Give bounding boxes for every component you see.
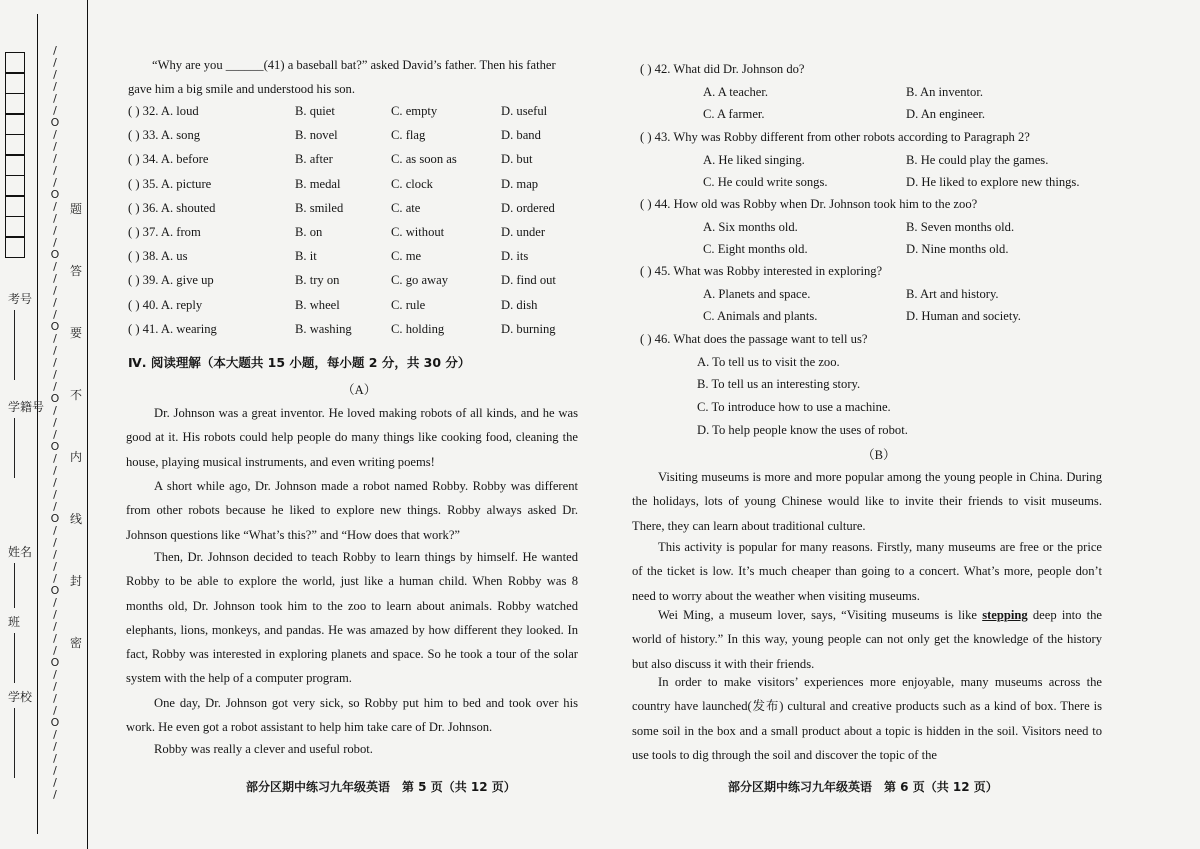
seal-mark: / [53, 224, 57, 237]
seal-mark: / [53, 728, 57, 741]
seal-mark: / [53, 704, 57, 717]
seal-mark: / [53, 596, 57, 609]
part-b-heading: （B） [862, 448, 896, 462]
question-44-option-d: D. Nine months old. [906, 242, 1009, 256]
seal-mark: / [53, 128, 57, 141]
seal-mark: / [53, 464, 57, 477]
cloze-q32-option-b: B. quiet [295, 104, 335, 118]
passage-a-p1: Dr. Johnson was a great inventor. He loved making robots of all kinds, and he was good at it. His robots could help people do many things like cooking food, cleaning the house, playing musical instruments, and even writing poems! [126, 406, 578, 469]
seal-mark: / [53, 560, 57, 573]
question-44-option-b: B. Seven months old. [906, 220, 1015, 234]
question-44-option-c: C. Eight months old. [703, 242, 808, 256]
part-a-heading: （A） [342, 383, 377, 397]
cloze-end-line: “Why are you ______(41) a baseball bat?” asked David’s father. Then his father [152, 58, 556, 72]
seal-mark: / [53, 152, 57, 165]
cloze-q33-option-c: C. flag [391, 128, 426, 143]
question-43-option-a: A. He liked singing. [703, 153, 805, 167]
question-44-stem: ( ) 44. How old was Robby when Dr. Johnson took him to the zoo? [640, 197, 978, 211]
seal-mark: O [50, 248, 60, 261]
seal-mark: / [53, 284, 57, 297]
question-42-option-c: C. A farmer. [703, 107, 765, 121]
question-45-stem: ( ) 45. What was Robby interested in exploring? [640, 264, 883, 278]
seal-mark: / [53, 620, 57, 633]
seal-mark: / [53, 788, 57, 801]
question-45-option-b: B. Art and history. [906, 287, 999, 301]
seal-mark: / [53, 344, 57, 357]
cloze-q34-option-c: C. as soon as [391, 152, 457, 167]
seal-mark: O [50, 656, 60, 669]
cloze-q36-stem: ( ) 36. A. shouted [128, 200, 216, 215]
seal-mark: / [53, 104, 57, 117]
exam-number-label: 考号 [8, 292, 32, 380]
question-42-option-a: A. A teacher. [703, 85, 769, 99]
seal-mark: / [53, 680, 57, 693]
seal-mark: / [53, 56, 57, 69]
cloze-q41-option-c: C. holding [391, 321, 445, 336]
question-43-stem: ( ) 43. Why was Robby different from other robots according to Paragraph 2? [640, 130, 1030, 144]
cloze-end-line-2: gave him a big smile and understood his son. [128, 82, 356, 96]
seal-mark: / [53, 332, 57, 345]
seal-mark: / [53, 536, 57, 549]
cloze-q33-option-d: D. band [501, 128, 541, 143]
cloze-q34-option-b: B. after [295, 152, 333, 167]
seal-mark: / [53, 140, 57, 153]
seal-mark: / [53, 164, 57, 177]
seal-mark: / [53, 356, 57, 369]
seal-mark: O [50, 320, 60, 333]
question-46: ( ) 46. What does the passage want to tell us? [640, 332, 868, 346]
passage-b-p3: Wei Ming, a museum lover, says, “Visiting museums is like stepping deep into the world of history.” In this way, young people can not only get the knowledge of the history but also discuss it with their friends. [632, 608, 1102, 671]
seal-mark: O [50, 584, 60, 597]
question-43-option-d: D. He liked to explore new things. [906, 175, 1080, 189]
seal-mark: / [53, 368, 57, 381]
cloze-q40-option-d: D. dish [501, 297, 538, 312]
cloze-q37-option-d: D. under [501, 225, 546, 239]
question-42-option-d: D. An engineer. [906, 107, 986, 121]
seal-mark: / [53, 428, 57, 441]
school-label: 学校 [8, 690, 32, 778]
seal-mark: / [53, 236, 57, 249]
cloze-q40-option-c: C. rule [391, 297, 426, 312]
seal-mark: / [53, 524, 57, 537]
cloze-q32-stem: ( ) 32. A. loud [128, 104, 199, 118]
q46-option-a: A. To tell us to visit the zoo. [697, 355, 840, 369]
seal-mark: / [53, 740, 57, 753]
cloze-q35-option-c: C. clock [391, 176, 433, 191]
passage-a-p3: Then, Dr. Johnson decided to teach Robby to learn things by himself. He wanted Robby to be able to explore the world, just like a human child. When Robby was 8 months old, Dr. Johnson took him to the zoo to learn about animals. Robby watched elephants, lions, monkeys, and pandas. He was amazed by how different they looked. In fact, Robby was interested in exploring planets and space. So he took a tour of the solar system with the help of a computer program. [126, 550, 578, 686]
q46-option-d: D. To help people know the uses of robot. [697, 423, 908, 437]
seal-mark: / [53, 68, 57, 81]
question-45-option-a: A. Planets and space. [703, 287, 811, 301]
seal-mark: / [53, 380, 57, 393]
seal-mark: / [53, 572, 57, 585]
cloze-q34-stem: ( ) 34. A. before [128, 152, 209, 167]
page-5-footer: 部分区期中练习九年级英语 第 5 页（共 12 页） [246, 780, 516, 794]
cloze-q37-stem: ( ) 37. A. from [128, 225, 201, 239]
seal-mark: / [53, 608, 57, 621]
cloze-q36-option-c: C. ate [391, 200, 421, 215]
seal-mark: / [53, 764, 57, 777]
seal-mark: / [53, 776, 57, 789]
cloze-q37-option-c: C. without [391, 225, 445, 239]
question-43-option-c: C. He could write songs. [703, 175, 828, 189]
cloze-q40-option-b: B. wheel [295, 297, 340, 312]
seal-notice: 题 答 要 不 内 线 封 密 [70, 202, 83, 650]
seal-mark: O [50, 440, 60, 453]
cloze-q41-option-d: D. burning [501, 321, 556, 336]
cloze-q34-option-d: D. but [501, 152, 533, 167]
passage-a-p2: A short while ago, Dr. Johnson made a robot named Robby. Robby was different from other robots because he liked to explore new things. Robby always asked Dr. Johnson questions like “What’s this?” and “How does that work?” [126, 479, 578, 542]
seal-mark: / [53, 308, 57, 321]
passage-a-p4: One day, Dr. Johnson got very sick, so Robby put him to bed and took over his work. He even got a robot assistant to help him take care of Dr. Johnson. [126, 696, 578, 735]
seal-mark: / [53, 212, 57, 225]
cloze-q33-option-b: B. novel [295, 128, 338, 143]
seal-mark: / [53, 92, 57, 105]
seal-mark: / [53, 476, 57, 489]
seal-mark: / [53, 500, 57, 513]
cloze-q35-stem: ( ) 35. A. picture [128, 176, 212, 191]
q46-option-b: B. To tell us an interesting story. [697, 377, 861, 391]
cloze-q35-option-b: B. medal [295, 176, 341, 191]
cloze-q39-option-b: B. try on [295, 273, 340, 288]
seal-mark: O [50, 188, 60, 201]
page-6-footer: 部分区期中练习九年级英语 第 6 页（共 12 页） [728, 780, 998, 794]
seal-mark: O [50, 116, 60, 129]
student-id-label: 学籍号 [8, 400, 44, 478]
seal-mark: / [53, 452, 57, 465]
question-43-option-b: B. He could play the games. [906, 153, 1049, 167]
cloze-q41-option-b: B. washing [295, 321, 352, 336]
seal-mark: / [53, 272, 57, 285]
seal-mark: / [53, 644, 57, 657]
passage-a-p5: Robby was really a clever and useful robot. [154, 742, 373, 756]
seal-mark: / [53, 296, 57, 309]
seal-mark: / [53, 692, 57, 705]
cloze-q33-stem: ( ) 33. A. song [128, 128, 201, 143]
class-label: 班 [8, 615, 20, 683]
cloze-q39-option-d: D. find out [501, 273, 556, 288]
seal-mark: / [53, 404, 57, 417]
seal-mark: / [53, 752, 57, 765]
name-label: 姓名 [8, 545, 32, 608]
seal-mark: O [50, 392, 60, 405]
seal-mark: / [53, 632, 57, 645]
seal-mark: / [53, 200, 57, 213]
cloze-q38-option-d: D. its [501, 249, 529, 264]
seal-mark: / [53, 488, 57, 501]
section-title: Ⅳ. 阅读理解（本大题共 15 小题，每小题 2 分，共 30 分） [128, 355, 471, 370]
seal-mark: / [53, 260, 57, 273]
passage-b-p2: This activity is popular for many reasons. Firstly, many museums are free or the price of the ticket is low. It’s much cheaper than going to a concert. What’s more, people don’t need to worry about the weather when visiting museums. [632, 540, 1102, 603]
cloze-q39-option-c: C. go away [391, 273, 449, 288]
seal-mark: / [53, 44, 57, 57]
cloze-q38-stem: ( ) 38. A. us [128, 249, 188, 264]
seal-mark: / [53, 548, 57, 561]
question-45-option-c: C. Animals and plants. [703, 309, 818, 323]
seal-mark: / [53, 80, 57, 93]
seal-mark: O [50, 512, 60, 525]
cloze-q35-option-d: D. map [501, 176, 539, 191]
cloze-q36-option-b: B. smiled [295, 200, 344, 215]
seal-mark: / [53, 668, 57, 681]
cloze-q41-stem: ( ) 41. A. wearing [128, 321, 217, 336]
cloze-q32-option-d: D. useful [501, 104, 548, 118]
passage-b-p1: Visiting museums is more and more popular among the young people in China. During the holidays, lots of young Chinese would like to invite their friends to visit museums. There, they can learn about traditional culture. [632, 470, 1102, 533]
cloze-q32-option-c: C. empty [391, 104, 438, 118]
cloze-q38-option-c: C. me [391, 249, 422, 264]
cloze-q39-stem: ( ) 39. A. give up [128, 273, 214, 288]
q46-option-c: C. To introduce how to use a machine. [697, 400, 891, 414]
cloze-q38-option-b: B. it [295, 249, 317, 264]
question-42-option-b: B. An inventor. [906, 85, 983, 99]
cloze-q37-option-b: B. on [295, 225, 323, 239]
question-45-option-d: D. Human and society. [906, 309, 1021, 323]
question-44-option-a: A. Six months old. [703, 220, 798, 234]
seal-mark: O [50, 716, 60, 729]
seal-mark: / [53, 416, 57, 429]
seal-mark: / [53, 176, 57, 189]
question-42-stem: ( ) 42. What did Dr. Johnson do? [640, 62, 805, 76]
passage-b-p4: In order to make visitors’ experiences more enjoyable, many museums across the country have launched(发布) cultural and creative products such as a kind of box. There is some soil in the box and a small product about a topic is hidden in the soil. Visitors need to use tools to dig through the soil and discover the topic of the [632, 675, 1102, 762]
page-6 [600, 0, 1200, 849]
cloze-q36-option-d: D. ordered [501, 200, 555, 215]
cloze-q40-stem: ( ) 40. A. reply [128, 297, 203, 312]
underlined-word: stepping [982, 608, 1028, 622]
